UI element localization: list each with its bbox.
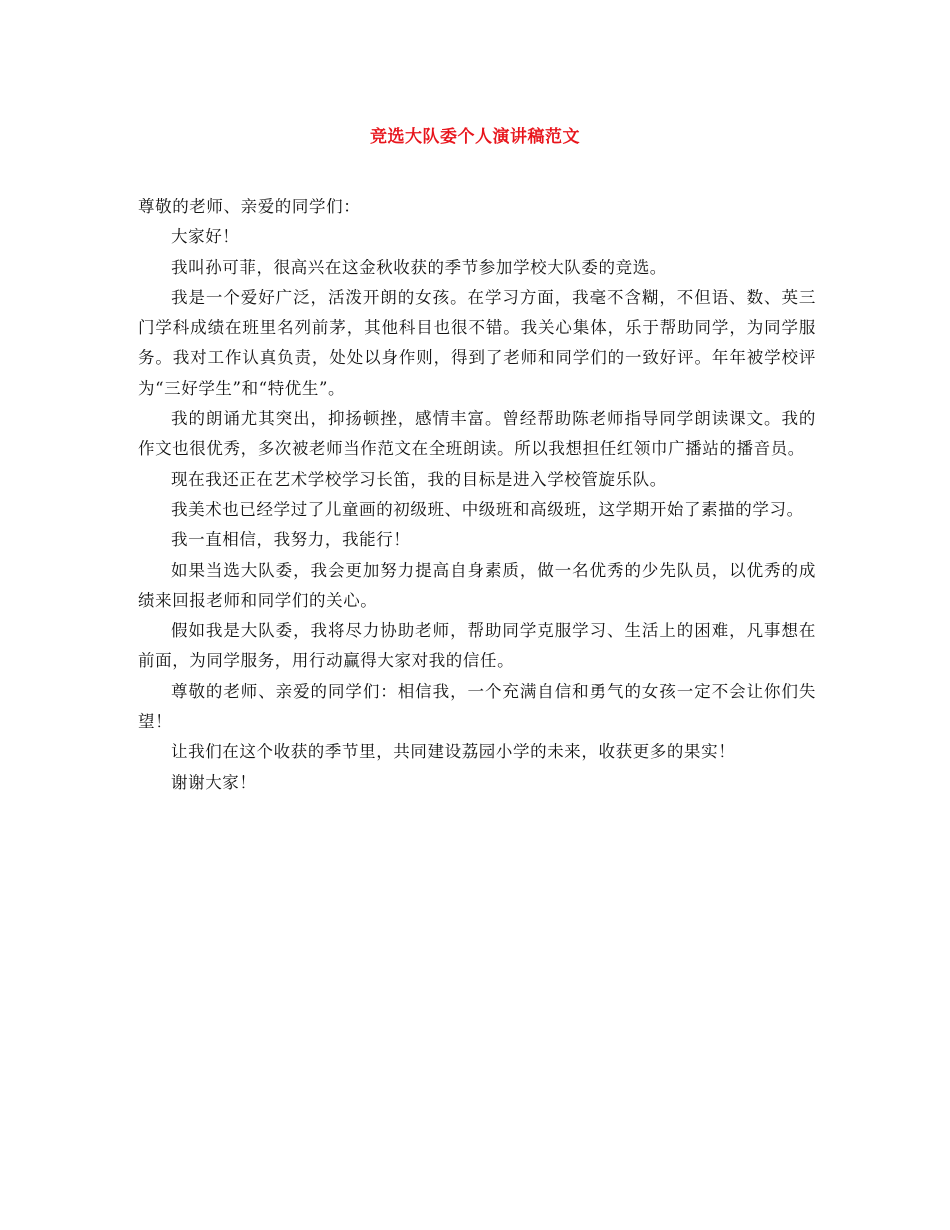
paragraph-greeting: 大家好！ xyxy=(171,227,240,247)
document-body xyxy=(138,192,816,798)
paragraph-if-elected: 如果当选大队委，我会更加努力提高自身素质，做一名优秀的少先队员，以优秀的成绩来回报老师和同学们的关心。 xyxy=(138,560,816,610)
paragraph-introduction: 我叫孙可菲，很高兴在这金秋收获的季节参加学校大队委的竞选。 xyxy=(171,257,667,277)
paragraph-flute: 现在我还正在艺术学校学习长笛，我的目标是进入学校管旋乐队。 xyxy=(171,469,667,489)
paragraph-belief: 我一直相信，我努力，我能行！ xyxy=(171,530,411,550)
paragraph-commitment: 假如我是大队委，我将尽力协助老师，帮助同学克服学习、生活上的困难，凡事想在前面，为同学服务，用行动赢得大家对我的信任。 xyxy=(138,621,816,671)
paragraph-trust: 尊敬的老师、亲爱的同学们：相信我，一个充满自信和勇气的女孩一定不会让你们失望！ xyxy=(138,681,816,732)
paragraph-future: 让我们在这个收获的季节里，共同建设荔园小学的未来，收获更多的果实！ xyxy=(171,742,736,762)
document-title: 竞选大队委个人演讲稿范文 xyxy=(370,127,580,147)
paragraph-recitation: 我的朗诵尤其突出，抑扬顿挫，感情丰富。曾经帮助陈老师指导同学朗读课文。我的作文也很优秀，多次被老师当作范文在全班朗读。所以我想担任红领巾广播站的播音员。 xyxy=(138,409,816,459)
paragraph-thanks: 谢谢大家！ xyxy=(171,772,257,792)
paragraph-study: 我是一个爱好广泛，活泼开朗的女孩。在学习方面，我毫不含糊，不但语、数、英三门学科成绩在班里名列前茅，其他科目也很不错。我关心集体，乐于帮助同学，为同学服务。我对工作认真负责，处处以身作则，得到了老师和同学们的一致好评。年年被学校评为“三好学生”和“特优生”。 xyxy=(138,287,816,398)
paragraph-art: 我美术也已经学过了儿童画的初级班、中级班和高级班，这学期开始了素描的学习。 xyxy=(171,499,804,519)
salutation: 尊敬的老师、亲爱的同学们： xyxy=(138,197,361,216)
